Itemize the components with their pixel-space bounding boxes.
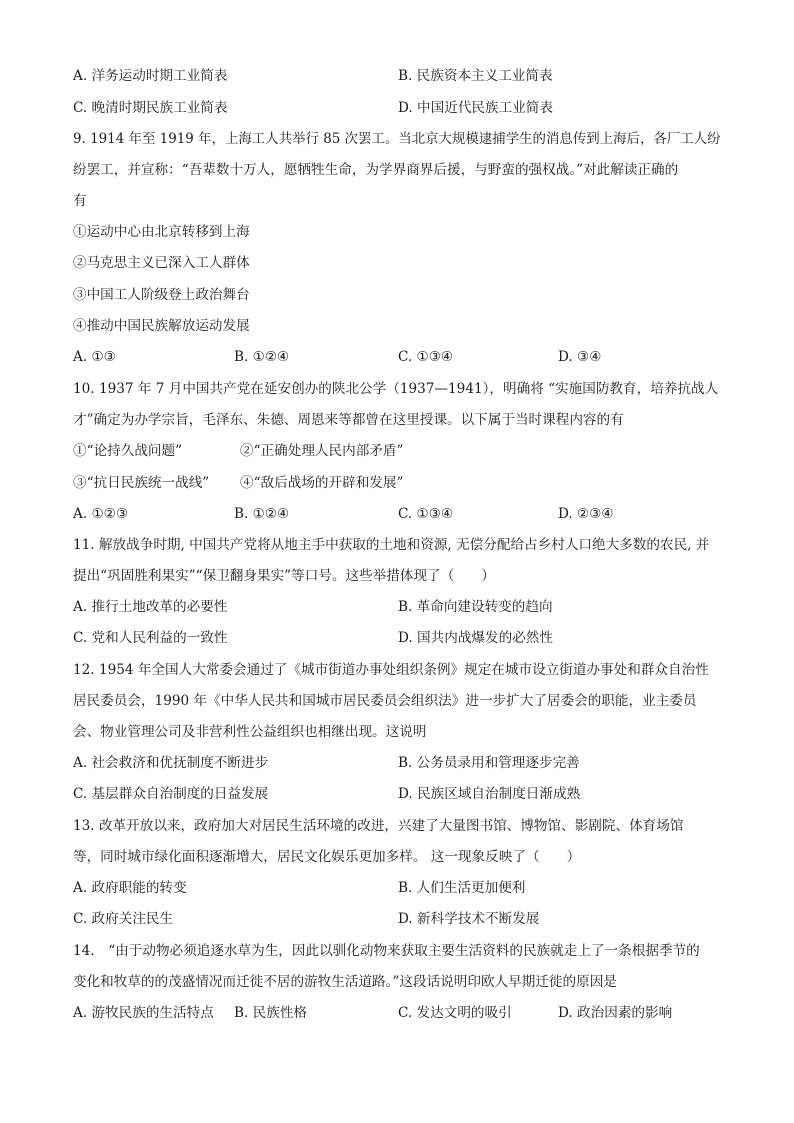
q8-option-c: C. 晚清时期民族工业简表	[73, 100, 228, 116]
q14-stem-line-2: 变化和牧草的的茂盛情况而迁徙不居的游牧生活道路。”这段话说明印欧人早期迁徙的原因是	[73, 974, 617, 990]
q10-option-a: A. ①②③	[73, 506, 129, 522]
q9-stem-line-1: 9. 1914 年至 1919 年，上海工人共举行 85 次罢工。当北京大规模逮捕学生的消息传到上海后，各厂工人纷	[73, 131, 721, 147]
q11-stem-line-1: 11. 解放战争时期, 中国共产党将从地主手中获取的土地和资源, 无偿分配给占乡村人口绝大多数的农民, 并	[73, 537, 710, 553]
q9-statement-1: ①运动中心由北京转移到上海	[73, 224, 250, 240]
q11-option-d: D. 国共内战爆发的必然性	[398, 630, 553, 646]
q10-option-d: D. ②③④	[558, 506, 614, 522]
q13-option-d: D. 新科学技术不断发展	[398, 911, 540, 927]
q14-stem-line-1: 14. “由于动物必须追逐水草为生，因此以驯化动物来获取主要生活资料的民族就走上了一条根据季节的	[73, 943, 700, 959]
q9-option-b: B. ①②④	[234, 349, 290, 365]
q12-stem-line-1: 12. 1954 年全国人大常委会通过了《城市街道办事处组织条例》规定在城市设立街道办事处和群众自治性	[73, 662, 709, 678]
q8-option-b: B. 民族资本主义工业简表	[398, 68, 553, 84]
q8-option-a: A. 洋务运动时期工业简表	[73, 68, 228, 84]
q9-statement-4: ④推动中国民族解放运动发展	[73, 318, 250, 334]
q10-statement-2: ②“正确处理人民内部矛盾”	[240, 443, 404, 459]
q9-statement-2: ②马克思主义已深入工人群体	[73, 255, 250, 271]
q14-option-a: A. 游牧民族的生活特点	[73, 1005, 214, 1021]
q12-option-c: C. 基层群众自治制度的日益发展	[73, 786, 269, 802]
q9-option-c: C. ①③④	[398, 349, 454, 365]
q12-option-a: A. 社会救济和优抚制度不断进步	[73, 755, 269, 771]
q12-stem-line-3: 会、物业管理公司及非营利性公益组织也相继出现。这说明	[73, 724, 427, 740]
q12-option-d: D. 民族区域自治制度日渐成熟	[398, 786, 581, 802]
q9-statement-3: ③中国工人阶级登上政治舞台	[73, 287, 250, 303]
q11-option-b: B. 革命向建设转变的趋向	[398, 599, 553, 615]
q9-option-a: A. ①③	[73, 349, 116, 365]
q11-stem-line-2: 提出“巩固胜利果实”“保卫翻身果实”等口号。这些举措体现了（ ）	[73, 568, 496, 584]
q10-option-b: B. ①②④	[234, 506, 290, 522]
q13-option-b: B. 人们生活更加便利	[398, 880, 526, 896]
q13-option-a: A. 政府职能的转变	[73, 880, 187, 896]
q8-option-d: D. 中国近代民族工业简表	[398, 100, 553, 116]
q12-stem-line-2: 居民委员会，1990 年《中华人民共和国城市居民委员会组织法》进一步扩大了居委会的职能，业主委员	[73, 693, 697, 709]
q10-option-c: C. ①③④	[398, 506, 454, 522]
q12-option-b: B. 公务员录用和管理逐步完善	[398, 755, 580, 771]
q14-option-c: C. 发达文明的吸引	[398, 1005, 512, 1021]
q11-option-c: C. 党和人民利益的一致性	[73, 630, 228, 646]
q10-statement-4: ④“敌后战场的开辟和发展”	[240, 475, 404, 491]
q9-stem-line-2: 纷罢工，并宣称：“吾辈数十万人，愿牺牲生命，为学界商界后援，与野蛮的强权战。”对此解读正确的	[73, 162, 679, 178]
q13-stem-line-2: 等，同时城市绿化面积逐渐增大，居民文化娱乐更加多样。 这一现象反映了（ ）	[73, 849, 581, 865]
q10-stem-line-1: 10. 1937 年 7 月中国共产党在延安创办的陕北公学（1937—1941），明确将 “实施国防教育，培养抗战人	[73, 381, 719, 397]
q14-option-b: B. 民族性格	[234, 1005, 308, 1021]
q10-statement-3: ③“抗日民族统一战线”	[73, 475, 210, 491]
q14-option-d: D. 政治因素的影响	[558, 1005, 673, 1021]
q10-stem-line-2: 才”确定为办学宗旨，毛泽东、朱德、周恩来等都曾在这里授课。以下属于当时课程内容的有	[73, 412, 624, 428]
q10-statement-1: ①“论持久战问题”	[73, 443, 183, 459]
q9-option-d: D. ③④	[558, 349, 602, 365]
q13-stem-line-1: 13. 改革开放以来，政府加大对居民生活环境的改进，兴建了大量图书馆、博物馆、影剧院、体育场馆	[73, 818, 684, 834]
q11-option-a: A. 推行土地改革的必要性	[73, 599, 228, 615]
q9-stem-line-3: 有	[73, 193, 87, 209]
q13-option-c: C. 政府关注民生	[73, 911, 174, 927]
